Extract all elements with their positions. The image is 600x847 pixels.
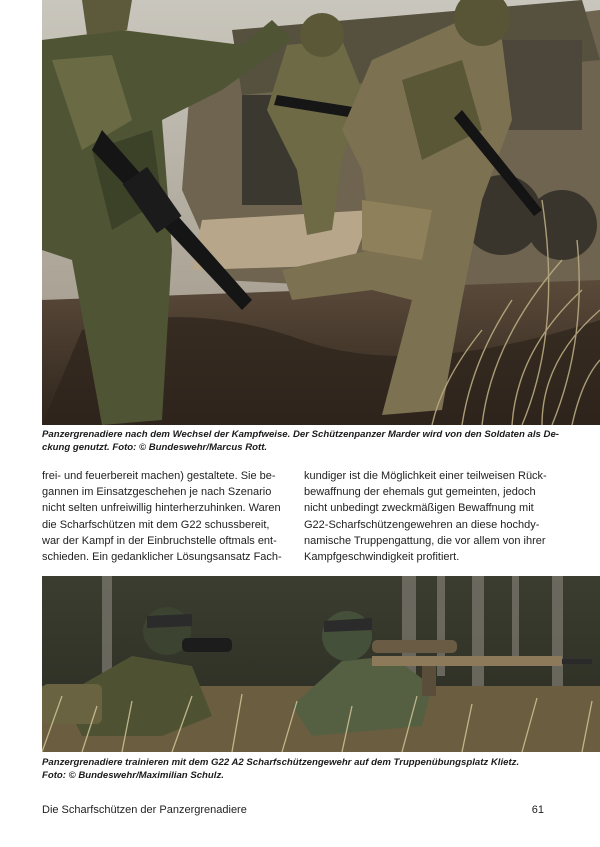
body-line: schieden. Ein gedanklicher Lösungsansatz Fach-	[42, 551, 282, 564]
photo-caption-bottom	[42, 756, 562, 782]
photo-caption-top	[42, 428, 562, 454]
body-line: war der Kampf in der Einbruchstelle oftmals ent-	[42, 534, 277, 547]
running-footer-title: Die Scharfschützen der Panzergrenadiere	[42, 804, 247, 816]
body-line: namische Truppengattung, die vor allem von ihrer	[304, 534, 546, 547]
body-line: gannen im Einsatzgeschehen je nach Szenario	[42, 486, 272, 499]
body-line: bewaffnung der ehemals gut gemeinten, jedoch	[304, 486, 536, 499]
body-line: die Scharfschützen mit dem G22 schussbereit,	[42, 518, 270, 531]
caption-line: Panzergrenadiere nach dem Wechsel der Kampfweise. Der Schützenpanzer Marder wird von den Soldaten als De-	[42, 429, 559, 440]
photo-marder-soldiers	[42, 0, 600, 425]
caption-line: ckung genutzt. Foto: © Bundeswehr/Marcus Rott.	[42, 442, 268, 453]
photo-marder-soldiers-image	[42, 0, 600, 425]
body-line: Kampfgeschwindigkeit profitiert.	[304, 551, 460, 564]
photo-snipers-g22	[42, 576, 600, 752]
body-line: frei- und feuerbereit machen) gestaltete. Sie be-	[42, 470, 276, 482]
page-number: 61	[531, 804, 544, 816]
body-line: kundiger ist die Möglichkeit einer teilweisen Rück-	[304, 470, 547, 482]
caption-line: Panzergrenadiere trainieren mit dem G22 A2 Scharfschützengewehr auf dem Truppenübungsplatz Klietz.	[42, 757, 520, 768]
body-column-left	[42, 468, 290, 565]
body-column-right	[304, 468, 552, 565]
body-line: nicht unbedingt zweckmäßigen Bewaffnung mit	[304, 502, 534, 515]
body-line: G22-Scharfschützengewehren an diese hochdy-	[304, 518, 540, 531]
photo-snipers-g22-image	[42, 576, 600, 752]
caption-line: Foto: © Bundeswehr/Maximilian Schulz.	[42, 770, 224, 781]
body-line: nicht selten unfreiwillig hinterherzuhinken. Waren	[42, 502, 281, 515]
